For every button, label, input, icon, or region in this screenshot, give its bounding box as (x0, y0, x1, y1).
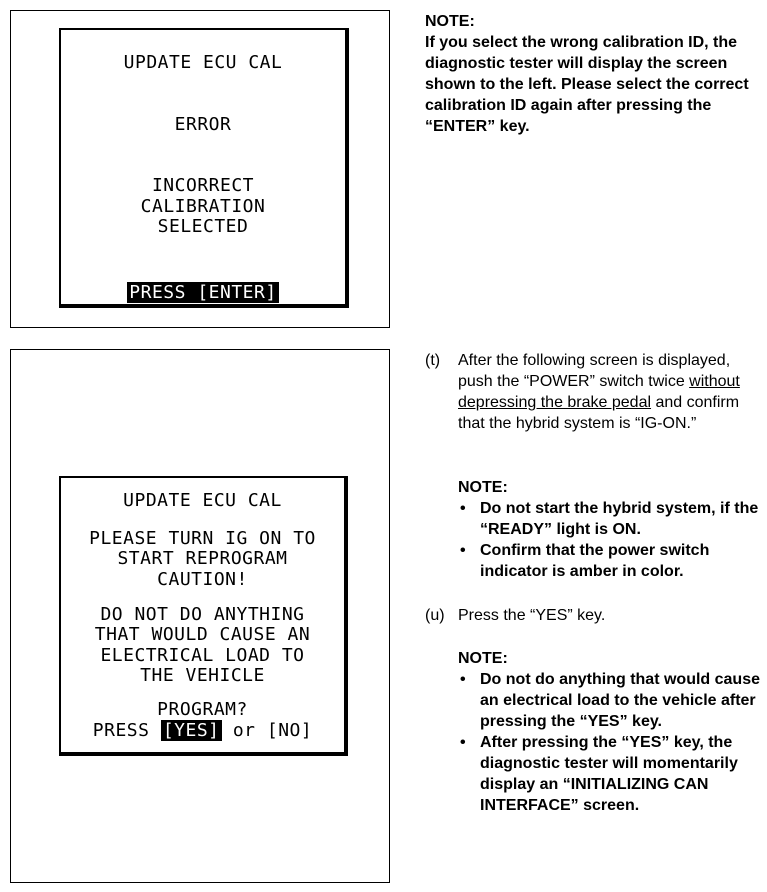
step-text: Press the “YES” key. (458, 607, 606, 624)
screen-prompt (61, 720, 344, 741)
figure-program-screen (10, 349, 390, 883)
note-item: • Do not do anything that would cause an electrical load to the vehicle after pressing the “YES” key. (458, 669, 763, 732)
step-text-part: After the following screen is displayed, push the “POWER” switch twice (458, 352, 731, 390)
screen-title: UPDATE ECU CAL (123, 52, 283, 73)
screen-instruction-line: PLEASE TURN IG ON TO (89, 528, 316, 549)
step-u (425, 605, 765, 629)
tester-screen-program (59, 476, 348, 756)
screen-warning-line: DO NOT DO ANYTHING (100, 604, 305, 625)
note-list (458, 669, 763, 816)
enter-key-highlight: PRESS [ENTER] (129, 282, 277, 303)
screen-question: PROGRAM? (157, 699, 248, 720)
step-marker: (t) (425, 352, 441, 369)
step-text-underlined: without depressing the brake pedal (458, 373, 740, 411)
figure-error-screen (10, 10, 390, 328)
screen-message-line: SELECTED (157, 216, 249, 237)
no-key: [NO] (266, 720, 313, 741)
screen-message-line: CALIBRATION (140, 196, 266, 217)
note-step-u (458, 648, 763, 816)
screen-instruction-line: START REPROGRAM (117, 548, 288, 569)
screen-message-line: INCORRECT (151, 175, 255, 196)
step-text-part: and confirm that the hybrid system is “IG-ON.” (458, 394, 740, 432)
note-item: • After pressing the “YES” key, the diagnostic tester will momentarily display an “INITIALIZING CAN INTERFACE” screen. (458, 732, 763, 816)
screen-status: ERROR (174, 114, 232, 135)
step-marker: (u) (425, 607, 445, 624)
step-text (458, 350, 767, 434)
note-title: NOTE: (458, 650, 508, 667)
note-title: NOTE: (425, 13, 475, 30)
screen-caution: CAUTION! (157, 569, 248, 590)
note-wrong-calibration (425, 11, 761, 137)
prompt-or: or (221, 720, 267, 741)
note-step-t (458, 477, 763, 582)
screen-warning-line: THE VEHICLE (140, 665, 265, 686)
note-list (458, 498, 763, 582)
prompt-prefix: PRESS (92, 720, 161, 741)
screen-warning-line: ELECTRICAL LOAD TO (100, 645, 305, 666)
note-item: • Confirm that the power switch indicator is amber in color. (458, 540, 763, 582)
tester-screen-error (59, 28, 349, 308)
note-item: • Do not start the hybrid system, if the “READY” light is ON. (458, 498, 763, 540)
screen-title: UPDATE ECU CAL (123, 490, 282, 511)
note-text: If you select the wrong calibration ID, the diagnostic tester will display the screen shown to the left. Please select the correct calibration ID again after pressing the “ENTER” key. (425, 34, 749, 135)
note-title: NOTE: (458, 479, 508, 496)
screen-prompt (61, 282, 345, 303)
step-t (425, 350, 765, 460)
screen-warning-line: THAT WOULD CAUSE AN (94, 624, 311, 645)
yes-key-highlight: [YES] (162, 720, 220, 741)
